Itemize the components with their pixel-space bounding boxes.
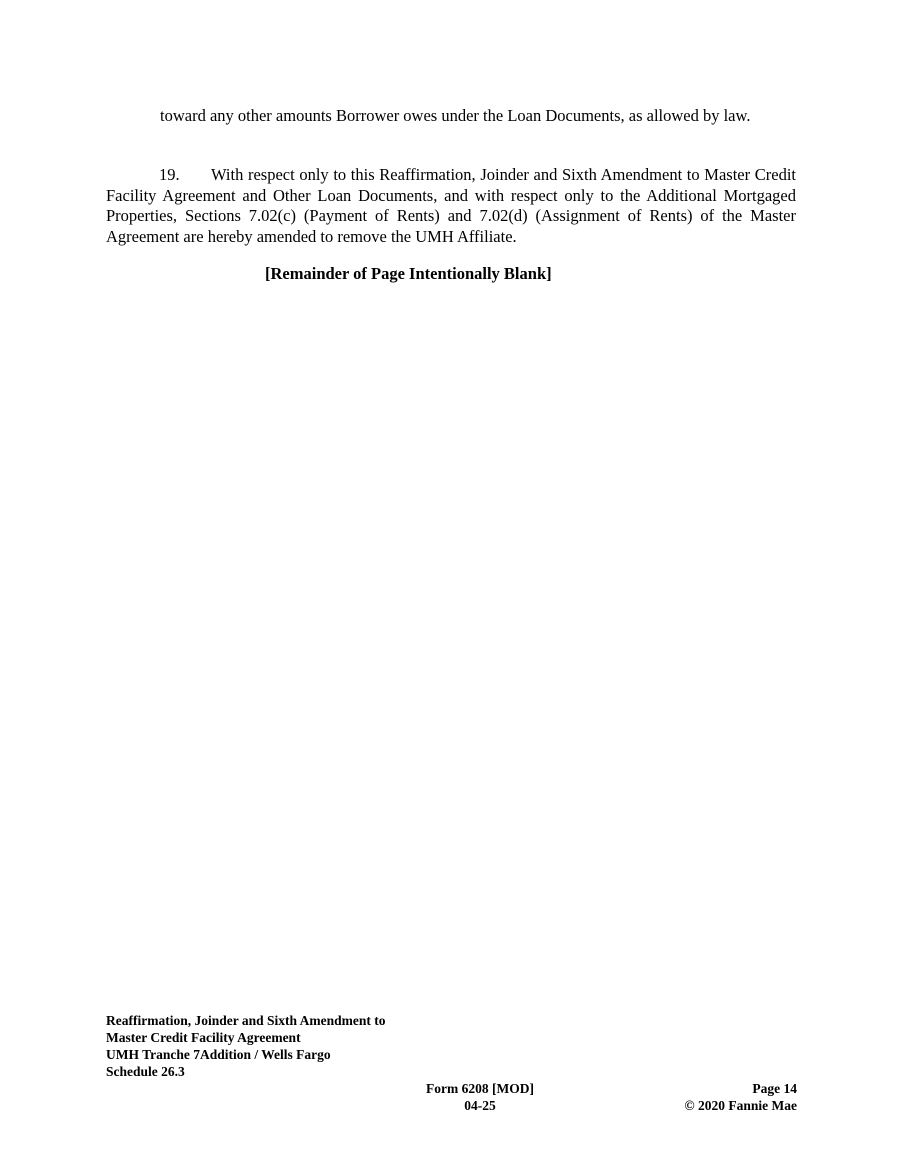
footer-page-info [640, 1080, 797, 1114]
form-date: 04-25 [464, 1098, 496, 1113]
continuation-paragraph: toward any other amounts Borrower owes under the Loan Documents, as allowed by law. [160, 106, 751, 125]
remainder-blank-note: [Remainder of Page Intentionally Blank] [265, 264, 552, 283]
footer-title-line-3: UMH Tranche 7Addition / Wells Fargo [106, 1047, 331, 1062]
form-number: Form 6208 [MOD] [426, 1081, 534, 1096]
section-19-text: With respect only to this Reaffirmation, Joinder and Sixth Amendment to Master Credit Facility Agreement and Other Loan Documents, and with respect only to the Additional Mortgaged Properties, Sections 7.02(c) (Payment of Rents) and 7.02(d) (Assignment of Rents) of the Master Agreement are hereby amended to remove the UMH Affiliate. [106, 165, 796, 246]
section-19-number: 19. [159, 165, 180, 184]
footer-form-info [400, 1080, 560, 1114]
copyright-notice: © 2020 Fannie Mae [684, 1098, 797, 1113]
footer-title-line-4: Schedule 26.3 [106, 1064, 185, 1079]
footer-document-title [106, 1012, 386, 1080]
footer-title-line-1: Reaffirmation, Joinder and Sixth Amendment to [106, 1013, 386, 1028]
section-19-paragraph [106, 165, 796, 247]
footer-title-line-2: Master Credit Facility Agreement [106, 1030, 301, 1045]
page-number: Page 14 [752, 1081, 797, 1096]
